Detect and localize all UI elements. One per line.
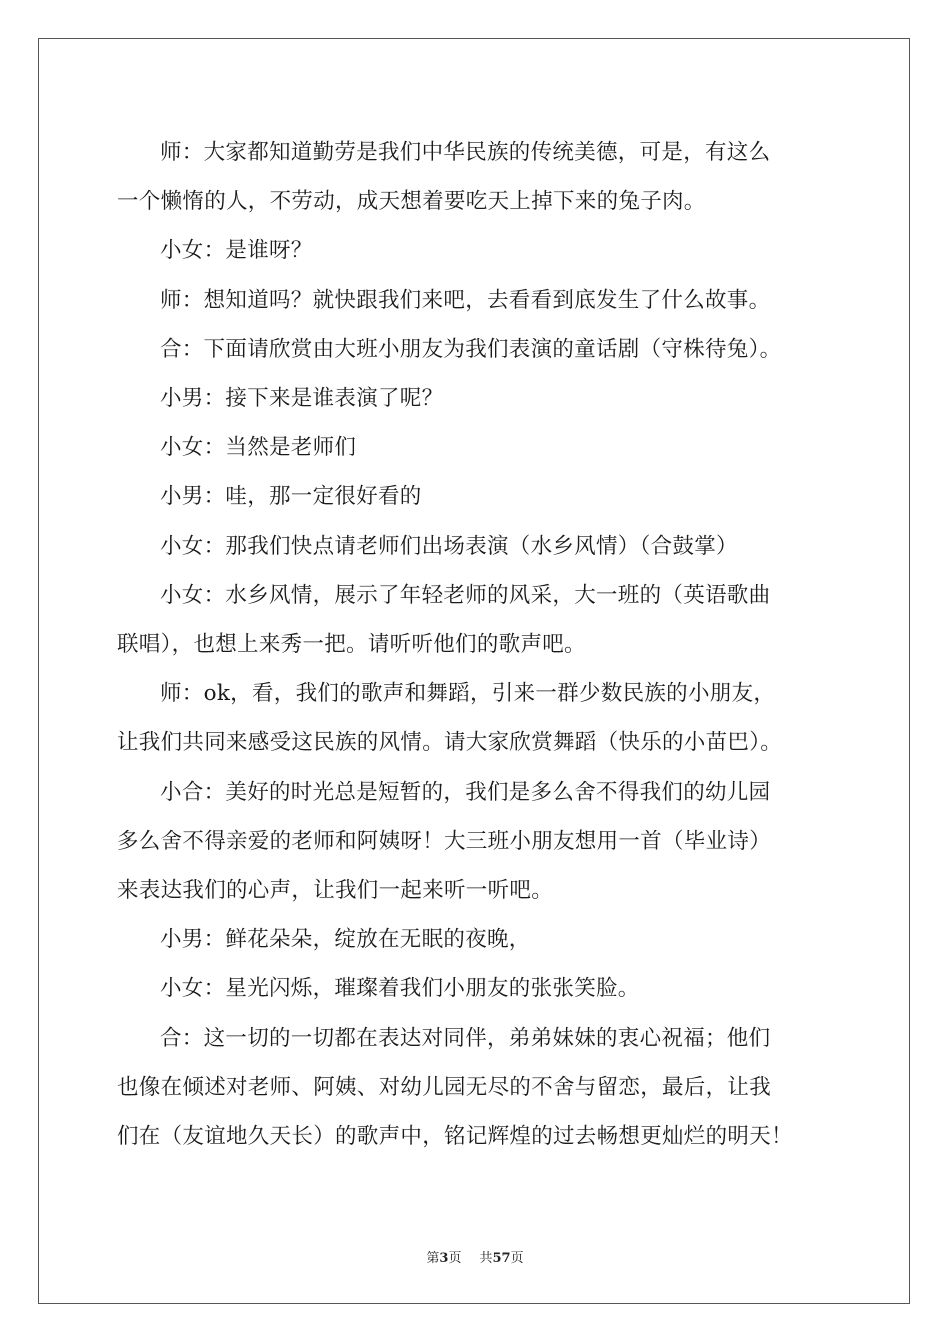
paragraph	[117, 915, 837, 964]
paragraph	[117, 669, 837, 767]
page-prefix: 第	[426, 1251, 440, 1266]
page-footer	[0, 1251, 950, 1267]
text-line: 小男：哇，那一定很好看的	[160, 484, 422, 510]
document-body	[117, 128, 837, 1161]
paragraph	[117, 472, 837, 521]
paragraph	[117, 226, 837, 275]
paragraph	[117, 276, 837, 325]
total-suffix: 页	[510, 1251, 524, 1266]
paragraph	[117, 423, 837, 472]
text-line: 师：想知道吗？就快跟我们来吧，去看看到底发生了什么故事。	[160, 287, 771, 313]
paragraph	[117, 128, 837, 226]
paragraph	[117, 964, 837, 1013]
paragraph	[117, 325, 837, 374]
page-suffix: 页	[448, 1251, 462, 1266]
text-line: 小女：是谁呀？	[160, 238, 313, 264]
paragraph	[117, 522, 837, 571]
text-line: 小女：当然是老师们	[160, 435, 357, 461]
paragraph	[117, 1014, 837, 1162]
text-line: 合：这一切的一切都在表达对同伴，弟弟妹妹的衷心祝福；他们	[160, 1025, 771, 1051]
text-line: 来表达我们的心声，让我们一起来听一听吧。	[117, 878, 554, 904]
paragraph	[117, 768, 837, 916]
text-line: 小女：那我们快点请老师们出场表演（水乡风情）（合鼓掌）	[160, 533, 738, 559]
text-line: 小男：接下来是谁表演了呢？	[160, 386, 444, 412]
paragraph	[117, 571, 837, 669]
text-line: 多么舍不得亲爱的老师和阿姨呀！大三班小朋友想用一首（毕业诗）	[117, 828, 772, 854]
text-line: 小女：水乡风情，展示了年轻老师的风采，大一班的（英语歌曲	[160, 582, 771, 608]
text-line: 师：ok，看，我们的歌声和舞蹈，引来一群少数民族的小朋友，	[160, 681, 776, 707]
text-line: 合：下面请欣赏由大班小朋友为我们表演的童话剧（守株待兔）。	[160, 336, 782, 362]
text-line: 联唱），也想上来秀一把。请听听他们的歌声吧。	[117, 632, 586, 658]
text-line: 也像在倾述对老师、阿姨、对幼儿园无尽的不舍与留恋，最后，让我	[117, 1074, 772, 1100]
text-line: 小合：美好的时光总是短暂的，我们是多么舍不得我们的幼儿园	[160, 779, 771, 805]
text-line: 小女：星光闪烁，璀璨着我们小朋友的张张笑脸。	[160, 976, 640, 1002]
text-line: 一个懒惰的人，不劳动，成天想着要吃天上掉下来的兔子肉。	[117, 189, 706, 215]
page-number: 3	[439, 1251, 449, 1266]
text-line: 让我们共同来感受这民族的风情。请大家欣赏舞蹈（快乐的小苗巴）。	[117, 730, 783, 756]
total-prefix: 共	[479, 1251, 493, 1266]
total-pages: 57	[492, 1251, 511, 1266]
text-line: 师：大家都知道勤劳是我们中华民族的传统美德，可是，有这么	[160, 140, 771, 165]
paragraph	[117, 374, 837, 423]
text-line: 们在（友谊地久天长）的歌声中，铭记辉煌的过去畅想更灿烂的明天！	[117, 1124, 793, 1150]
text-line: 小男：鲜花朵朵，绽放在无眠的夜晚，	[160, 927, 531, 953]
